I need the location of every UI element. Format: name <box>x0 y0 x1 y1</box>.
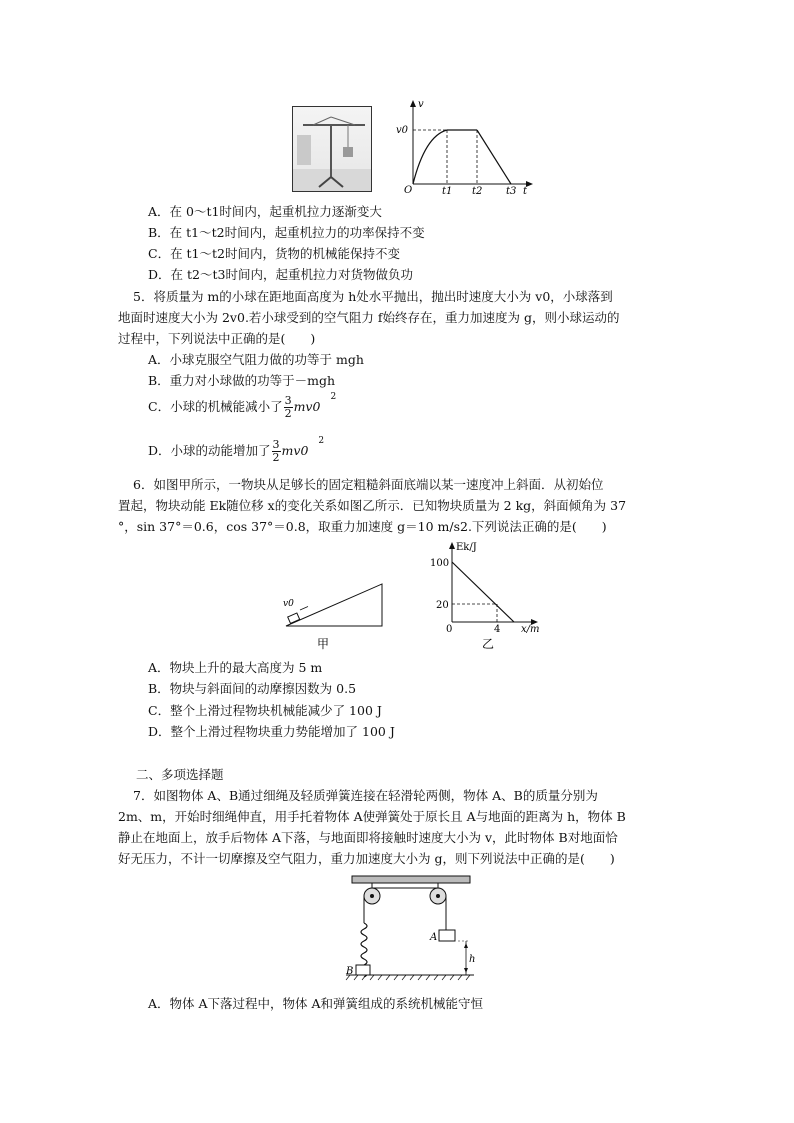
q5-option-a: A．小球克服空气阻力做的功等于 mgh <box>148 352 364 367</box>
q6-stem-line-3: °，sin 37°＝0.6，cos 37°＝0.8，取重力加速度 g＝10 m/s2.下列说法正确的是( ) <box>118 519 607 534</box>
q6-stem-line-1: 6．如图甲所示，一物块从足够长的固定粗糙斜面底端以某一速度冲上斜面．从初始位 <box>133 477 604 492</box>
q5-option-c-prefix: C．小球的机械能减小了 <box>148 399 283 414</box>
q4-option-b: B．在 t1～t2时间内，起重机拉力的功率保持不变 <box>148 225 425 240</box>
tick-20: 20 <box>436 600 449 611</box>
pulley-spring-figure <box>318 868 478 986</box>
q5-option-c <box>148 390 336 424</box>
exponent: 2 <box>318 436 325 446</box>
ek-axis-label: Ek/J <box>456 542 477 553</box>
t-axis-label: t <box>523 186 528 196</box>
velocity-time-graph <box>395 96 535 196</box>
q5-option-d-tail: mv0 <box>281 443 309 458</box>
t2-label: t2 <box>472 186 483 196</box>
crane-photo <box>292 106 372 192</box>
fraction: $\frac{3}{2}$ <box>272 438 280 464</box>
fraction: $\frac{3}{2}$ <box>284 394 292 420</box>
q6-option-d: D．整个上滑过程物块重力势能增加了 100 J <box>148 724 395 739</box>
graph-caption: 乙 <box>482 637 495 651</box>
q5-stem-line-2: 地面时速度大小为 2v0.若小球受到的空气阻力 f始终存在，重力加速度为 g，则小球运动的 <box>118 310 620 325</box>
t3-label: t3 <box>506 186 517 196</box>
tick-100: 100 <box>430 558 450 569</box>
q7-stem-line-2: 2m、m，开始时细绳伸直，用手托着物体 A使弹簧处于原长且 A与地面的距离为 h，物体 B <box>118 809 626 824</box>
section-heading: 二、多项选择题 <box>136 767 224 782</box>
q6-option-c: C．整个上滑过程物块机械能减少了 100 J <box>148 703 382 718</box>
energy-displacement-graph <box>428 540 548 656</box>
q5-option-d-prefix: D．小球的动能增加了 <box>148 443 271 458</box>
q4-option-c: C．在 t1～t2时间内，货物的机械能保持不变 <box>148 246 400 261</box>
q5-option-d <box>148 434 324 468</box>
q5-option-c-tail: mv0 <box>293 399 321 414</box>
t1-label: t1 <box>442 186 453 196</box>
tick-4: 4 <box>494 624 501 635</box>
exponent: 2 <box>330 392 337 402</box>
origin-label: O <box>404 185 413 196</box>
label-h: h <box>469 954 476 965</box>
incline-caption: 甲 <box>317 637 330 651</box>
q5-stem-line-3: 过程中，下列说法中正确的是( ) <box>118 331 316 346</box>
incline-figure <box>278 580 388 660</box>
v-axis-label: v <box>418 99 424 110</box>
q7-stem-line-4: 好无压力，不计一切摩擦及空气阻力，重力加速度大小为 g，则下列说法中正确的是( ) <box>118 851 615 866</box>
v0-label: v0 <box>396 125 409 136</box>
q7-stem-line-1: 7．如图物体 A、B通过细绳及轻质弹簧连接在轻滑轮两侧，物体 A、B的质量分别为 <box>133 788 598 803</box>
label-b: B <box>346 966 354 977</box>
q7-option-a: A．物体 A下落过程中，物体 A和弹簧组成的系统机械能守恒 <box>148 996 484 1011</box>
q6-option-b: B．物块与斜面间的动摩擦因数为 0.5 <box>148 681 357 696</box>
q4-option-a: A．在 0～t1时间内，起重机拉力逐渐变大 <box>148 204 382 219</box>
x-axis-label: x/m <box>521 624 540 635</box>
q5-stem-line-1: 5．将质量为 m的小球在距地面高度为 h处水平抛出，抛出时速度大小为 v0，小球落到 <box>133 289 613 304</box>
q6-option-a: A．物块上升的最大高度为 5 m <box>148 660 323 675</box>
q6-stem-line-2: 置起，物块动能 Ek随位移 x的变化关系如图乙所示．已知物块质量为 2 kg，斜面倾角为 37 <box>118 498 627 513</box>
origin-0: 0 <box>446 624 453 635</box>
incline-v0-label: v0 <box>283 599 294 609</box>
label-a: A <box>430 932 438 943</box>
q5-option-b: B．重力对小球做的功等于－mgh <box>148 373 336 388</box>
q4-option-d: D．在 t2～t3时间内，起重机拉力对货物做负功 <box>148 267 413 282</box>
q7-stem-line-3: 静止在地面上，放手后物体 A下落，与地面即将接触时速度大小为 v，此时物体 B对地面恰 <box>118 830 618 845</box>
